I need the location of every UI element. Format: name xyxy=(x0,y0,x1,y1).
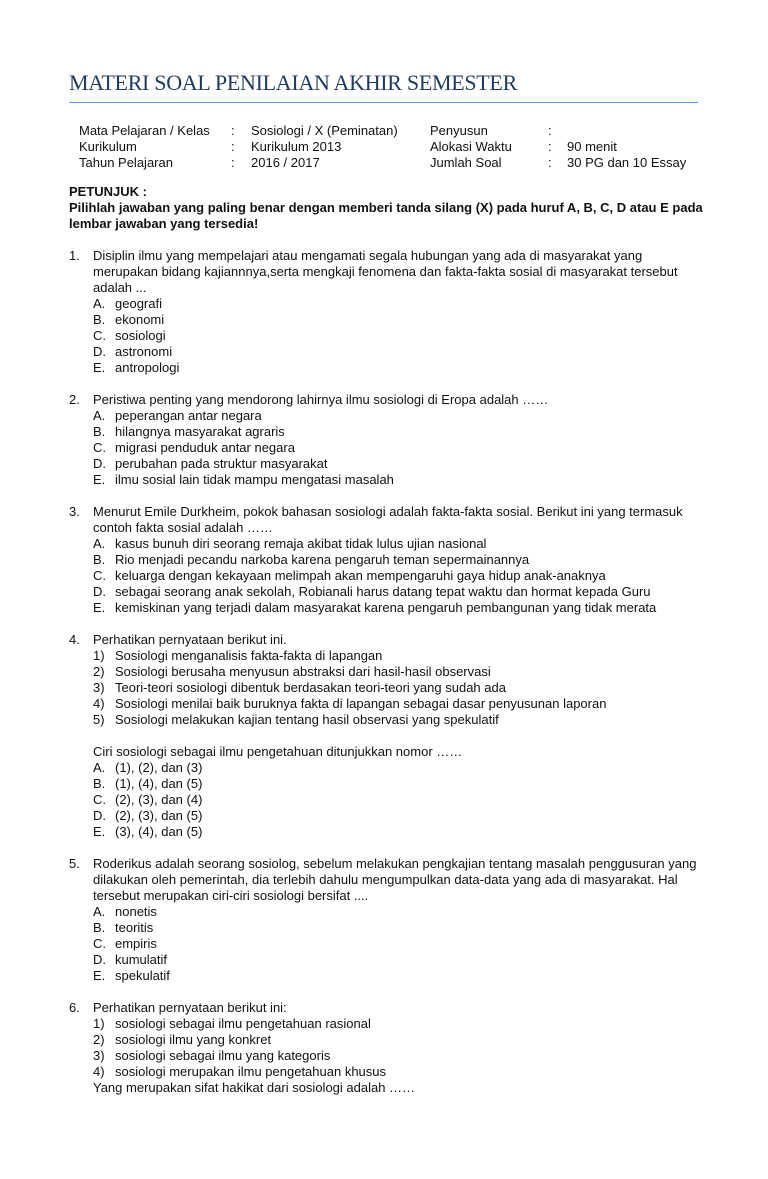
answer-option xyxy=(93,536,709,552)
exam-info-table xyxy=(79,123,704,171)
answer-option-label: B. xyxy=(93,920,106,935)
answer-option-text: nonetis xyxy=(115,904,157,919)
answer-option-text: (1), (4), dan (5) xyxy=(115,776,203,791)
answer-option xyxy=(93,936,709,952)
answer-option-text: (1), (2), dan (3) xyxy=(115,760,203,775)
statement-item xyxy=(93,648,709,664)
answer-option-text: (3), (4), dan (5) xyxy=(115,824,203,839)
exam-info-cell: Sosiologi / X (Peminatan) xyxy=(251,123,398,138)
question-number: 5. xyxy=(69,856,80,871)
answer-option xyxy=(93,424,709,440)
answer-option xyxy=(93,760,709,776)
statement-item-text: sosiologi sebagai ilmu yang kategoris xyxy=(115,1048,331,1063)
exam-info-cell: Penyusun xyxy=(430,123,488,138)
question-6 xyxy=(69,1000,709,1096)
exam-info-cell: Kurikulum 2013 xyxy=(251,139,342,154)
answer-option xyxy=(93,952,709,968)
exam-info-row xyxy=(79,155,704,171)
answer-option-label: E. xyxy=(93,600,106,615)
spacer xyxy=(93,728,709,744)
answer-option-label: A. xyxy=(93,760,106,775)
document-title: MATERI SOAL PENILAIAN AKHIR SEMESTER xyxy=(69,70,517,95)
answer-option-label: C. xyxy=(93,440,106,455)
statement-item-label: 1) xyxy=(93,648,105,663)
question-number: 3. xyxy=(69,504,80,519)
question-number: 1. xyxy=(69,248,80,263)
answer-option-text: antropologi xyxy=(115,360,180,375)
answer-option xyxy=(93,792,709,808)
statement-item-label: 4) xyxy=(93,696,105,711)
answer-option xyxy=(93,552,709,568)
question-stem: Perhatikan pernyataan berikut ini. xyxy=(93,632,287,647)
answer-option-label: A. xyxy=(93,904,106,919)
answer-option-text: (2), (3), dan (5) xyxy=(115,808,203,823)
statement-item-text: Teori-teori sosiologi dibentuk berdasakan teori-teori yang sudah ada xyxy=(115,680,506,695)
answer-option xyxy=(93,568,709,584)
instructions-heading: PETUNJUK : xyxy=(69,184,148,199)
answer-option-label: B. xyxy=(93,424,106,439)
answer-option-text: hilangnya masyarakat agraris xyxy=(115,424,285,439)
statement-item-text: sosiologi sebagai ilmu pengetahuan rasional xyxy=(115,1016,371,1031)
statement-item-label: 4) xyxy=(93,1064,105,1079)
answer-option-text: kemiskinan yang terjadi dalam masyarakat karena pengaruh pembangunan yang tidak merata xyxy=(115,600,657,615)
exam-info-cell: 30 PG dan 10 Essay xyxy=(567,155,687,170)
statement-item xyxy=(93,1016,709,1032)
statement-item xyxy=(93,696,709,712)
answer-option-label: D. xyxy=(93,344,106,359)
statement-item xyxy=(93,680,709,696)
answer-option-label: D. xyxy=(93,456,106,471)
answer-option-text: geografi xyxy=(115,296,162,311)
statement-item xyxy=(93,1048,709,1064)
exam-info-row xyxy=(79,139,704,155)
exam-info-cell: Jumlah Soal xyxy=(430,155,502,170)
exam-info-cell: Alokasi Waktu xyxy=(430,139,512,154)
answer-option-label: E. xyxy=(93,360,106,375)
question-stem: Roderikus adalah seorang sosiolog, sebelum melakukan pengkajian tentang masalah penggusuran yang dilakukan oleh pemerintah, dia terlebih dahulu mengumpulkan data-data yang ada di masyarakat. Hal tersebut merupakan ciri-ciri sosiologi bersifat .... xyxy=(93,856,697,903)
answer-option-text: Rio menjadi pecandu narkoba karena pengaruh teman sepermainannya xyxy=(115,552,530,567)
statement-item-text: Sosiologi melakukan kajian tentang hasil observasi yang spekulatif xyxy=(115,712,499,727)
exam-info-cell: : xyxy=(231,155,235,170)
question-4 xyxy=(69,632,709,840)
answer-option-label: E. xyxy=(93,968,106,983)
statement-item-label: 5) xyxy=(93,712,105,727)
answer-option-text: sosiologi xyxy=(115,328,166,343)
answer-option xyxy=(93,920,709,936)
statement-item-label: 1) xyxy=(93,1016,105,1031)
statement-item-text: sosiologi ilmu yang konkret xyxy=(115,1032,272,1047)
question-followup: Yang merupakan sifat hakikat dari sosiologi adalah …… xyxy=(93,1080,416,1095)
answer-option-text: ekonomi xyxy=(115,312,165,327)
instructions-text: Pilihlah jawaban yang paling benar dengan memberi tanda silang (X) pada huruf A, B, C, D atau E pada lembar jawaban yang tersedia! xyxy=(69,200,703,231)
exam-info-cell: 2016 / 2017 xyxy=(251,155,320,170)
answer-option xyxy=(93,344,709,360)
answer-option-text: kasus bunuh diri seorang remaja akibat tidak lulus ujian nasional xyxy=(115,536,487,551)
question-2 xyxy=(69,392,709,488)
answer-option xyxy=(93,456,709,472)
question-number: 2. xyxy=(69,392,80,407)
exam-info-cell: Tahun Pelajaran xyxy=(79,155,173,170)
statement-item-text: sosiologi merupakan ilmu pengetahuan khusus xyxy=(115,1064,387,1079)
answer-option-label: A. xyxy=(93,408,106,423)
question-3 xyxy=(69,504,709,616)
answer-option-label: B. xyxy=(93,776,106,791)
answer-option-label: C. xyxy=(93,792,106,807)
statement-item xyxy=(93,1032,709,1048)
answer-option-label: D. xyxy=(93,584,106,599)
exam-info-cell: 90 menit xyxy=(567,139,617,154)
exam-info-row xyxy=(79,123,704,139)
answer-option xyxy=(93,600,709,616)
answer-option-label: E. xyxy=(93,472,106,487)
question-1 xyxy=(69,248,709,376)
answer-option-text: teoritis xyxy=(115,920,154,935)
answer-option xyxy=(93,472,709,488)
statement-item xyxy=(93,664,709,680)
answer-option xyxy=(93,968,709,984)
title-underline xyxy=(69,102,698,103)
exam-info-cell: : xyxy=(231,139,235,154)
statement-item xyxy=(93,712,709,728)
answer-option xyxy=(93,296,709,312)
answer-option-label: B. xyxy=(93,552,106,567)
answer-option-label: A. xyxy=(93,296,106,311)
statement-item xyxy=(93,1064,709,1080)
question-number: 4. xyxy=(69,632,80,647)
answer-option xyxy=(93,440,709,456)
exam-info-cell xyxy=(567,123,704,139)
answer-option-label: D. xyxy=(93,808,106,823)
answer-option xyxy=(93,808,709,824)
answer-option xyxy=(93,312,709,328)
statement-item-label: 2) xyxy=(93,1032,105,1047)
answer-option-label: A. xyxy=(93,536,106,551)
statement-item-label: 3) xyxy=(93,680,105,695)
answer-option-label: C. xyxy=(93,328,106,343)
statement-item-label: 3) xyxy=(93,1048,105,1063)
exam-info-cell: : xyxy=(231,123,235,138)
statement-item-text: Sosiologi berusaha menyusun abstraksi dari hasil-hasil observasi xyxy=(115,664,491,679)
answer-option-text: empiris xyxy=(115,936,157,951)
answer-option-label: E. xyxy=(93,824,106,839)
answer-option xyxy=(93,584,709,600)
question-number: 6. xyxy=(69,1000,80,1015)
answer-option-text: peperangan antar negara xyxy=(115,408,262,423)
answer-option-text: migrasi penduduk antar negara xyxy=(115,440,295,455)
answer-option-text: kumulatif xyxy=(115,952,168,967)
answer-option-text: keluarga dengan kekayaan melimpah akan mempengaruhi gaya hidup anak-anaknya xyxy=(115,568,606,583)
exam-content xyxy=(69,184,709,1096)
exam-info-cell: : xyxy=(548,123,552,138)
exam-info-cell: : xyxy=(548,139,552,154)
question-5 xyxy=(69,856,709,984)
question-list xyxy=(69,248,709,1096)
answer-option-text: astronomi xyxy=(115,344,173,359)
answer-option-text: spekulatif xyxy=(115,968,170,983)
answer-option xyxy=(93,904,709,920)
answer-option-label: B. xyxy=(93,312,106,327)
question-stem: Disiplin ilmu yang mempelajari atau mengamati segala hubungan yang ada di masyarakat yang merupakan bidang kajiannnya,serta mengkaji fenomena dan fakta-fakta sosial di masyarakat tersebut adalah ... xyxy=(93,248,678,295)
answer-option xyxy=(93,776,709,792)
answer-option xyxy=(93,824,709,840)
answer-option xyxy=(93,360,709,376)
answer-option-label: D. xyxy=(93,952,106,967)
statement-item-text: Sosiologi menilai baik buruknya fakta di lapangan sebagai dasar penyusunan laporan xyxy=(115,696,607,711)
question-stem: Peristiwa penting yang mendorong lahirnya ilmu sosiologi di Eropa adalah …… xyxy=(93,392,549,407)
answer-option xyxy=(93,408,709,424)
statement-item-label: 2) xyxy=(93,664,105,679)
statement-item-text: Sosiologi menganalisis fakta-fakta di lapangan xyxy=(115,648,383,663)
exam-info-cell: Kurikulum xyxy=(79,139,137,154)
answer-option-label: C. xyxy=(93,936,106,951)
answer-option xyxy=(93,328,709,344)
answer-option-label: C. xyxy=(93,568,106,583)
answer-option-text: perubahan pada struktur masyarakat xyxy=(115,456,328,471)
answer-option-text: ilmu sosial lain tidak mampu mengatasi masalah xyxy=(115,472,394,487)
question-stem: Perhatikan pernyataan berikut ini: xyxy=(93,1000,287,1015)
exam-info-cell: : xyxy=(548,155,552,170)
exam-info-cell: Mata Pelajaran / Kelas xyxy=(79,123,210,138)
answer-option-text: (2), (3), dan (4) xyxy=(115,792,203,807)
answer-option-text: sebagai seorang anak sekolah, Robianali harus datang tepat waktu dan hormat kepada Guru xyxy=(115,584,651,599)
question-followup: Ciri sosiologi sebagai ilmu pengetahuan ditunjukkan nomor …… xyxy=(93,744,463,759)
question-stem: Menurut Emile Durkheim, pokok bahasan sosiologi adalah fakta-fakta sosial. Berikut ini yang termasuk contoh fakta sosial adalah …… xyxy=(93,504,683,535)
